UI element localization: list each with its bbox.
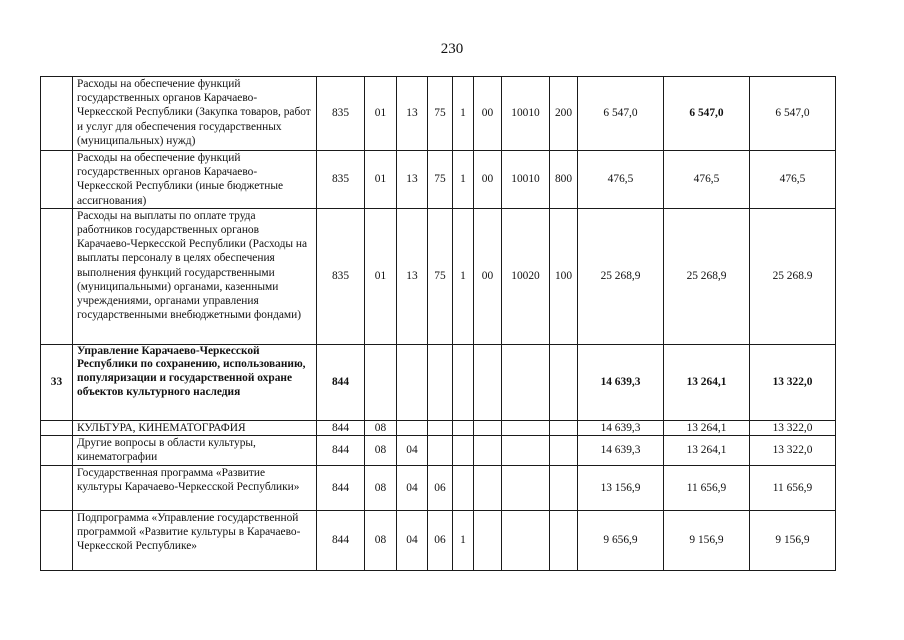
subsection-code: 13 — [397, 151, 428, 209]
grbs-code: 835 — [317, 77, 365, 151]
subprogram-code — [453, 466, 474, 511]
row-description: КУЛЬТУРА, КИНЕМАТОГРАФИЯ — [73, 420, 317, 435]
row-number — [41, 77, 73, 151]
sum-year-3: 11 656,9 — [750, 466, 836, 511]
main-event-code: 00 — [474, 151, 502, 209]
sum-year-2: 6 547,0 — [664, 77, 750, 151]
page-number: 230 — [440, 41, 464, 57]
grbs-code: 835 — [317, 208, 365, 344]
section-code — [365, 344, 397, 420]
sum-year-3: 6 547,0 — [750, 77, 836, 151]
expense-type-code — [550, 436, 578, 466]
section-code: 08 — [365, 420, 397, 435]
row-description: Расходы на обеспечение функций государственных органов Карачаево-Черкесской Республики (иные бюджетные ассигнования) — [73, 151, 317, 209]
sum-year-1: 476,5 — [578, 151, 664, 209]
sum-year-1: 25 268,9 — [578, 208, 664, 344]
row-number — [41, 511, 73, 571]
subprogram-code: 1 — [453, 77, 474, 151]
table-row — [41, 511, 836, 571]
sum-year-2: 13 264,1 — [664, 436, 750, 466]
sum-year-3: 13 322,0 — [750, 344, 836, 420]
grbs-code: 844 — [317, 420, 365, 435]
row-description: Государственная программа «Развитие культуры Карачаево-Черкесской Республики» — [73, 466, 317, 511]
expense-type-code — [550, 511, 578, 571]
main-event-code — [474, 466, 502, 511]
table-row — [41, 436, 836, 466]
row-number — [41, 466, 73, 511]
direction-code — [502, 420, 550, 435]
expense-type-code: 100 — [550, 208, 578, 344]
program-code: 75 — [428, 151, 453, 209]
program-code — [428, 420, 453, 435]
subsection-code: 04 — [397, 436, 428, 466]
row-number — [41, 208, 73, 344]
subsection-code: 13 — [397, 208, 428, 344]
main-event-code — [474, 344, 502, 420]
sum-year-2: 476,5 — [664, 151, 750, 209]
program-code: 06 — [428, 511, 453, 571]
grbs-code: 844 — [317, 436, 365, 466]
table-row — [41, 151, 836, 209]
table-row — [41, 466, 836, 511]
subprogram-code — [453, 344, 474, 420]
program-code: 75 — [428, 77, 453, 151]
grbs-code: 835 — [317, 151, 365, 209]
main-event-code: 00 — [474, 77, 502, 151]
subprogram-code: 1 — [453, 208, 474, 344]
grbs-code: 844 — [317, 344, 365, 420]
direction-code — [502, 511, 550, 571]
subprogram-code — [453, 436, 474, 466]
subsection-code: 04 — [397, 511, 428, 571]
sum-year-3: 25 268.9 — [750, 208, 836, 344]
main-event-code — [474, 436, 502, 466]
subprogram-code: 1 — [453, 151, 474, 209]
direction-code — [502, 344, 550, 420]
section-code: 01 — [365, 208, 397, 344]
direction-code — [502, 466, 550, 511]
sum-year-1: 14 639,3 — [578, 436, 664, 466]
row-number — [41, 436, 73, 466]
row-number — [41, 420, 73, 435]
direction-code — [502, 436, 550, 466]
main-event-code: 00 — [474, 208, 502, 344]
sum-year-2: 11 656,9 — [664, 466, 750, 511]
subsection-code: 13 — [397, 77, 428, 151]
row-description: Другие вопросы в области культуры, кинематографии — [73, 436, 317, 466]
table-row — [41, 420, 836, 435]
sum-year-1: 14 639,3 — [578, 420, 664, 435]
subsection-code: 04 — [397, 466, 428, 511]
sum-year-2: 25 268,9 — [664, 208, 750, 344]
row-number — [41, 151, 73, 209]
subsection-code — [397, 344, 428, 420]
program-code — [428, 344, 453, 420]
table-row — [41, 77, 836, 151]
subsection-code — [397, 420, 428, 435]
section-code: 08 — [365, 436, 397, 466]
sum-year-3: 9 156,9 — [750, 511, 836, 571]
section-code: 08 — [365, 466, 397, 511]
subprogram-code — [453, 420, 474, 435]
direction-code: 10010 — [502, 151, 550, 209]
expense-type-code — [550, 344, 578, 420]
sum-year-3: 13 322,0 — [750, 420, 836, 435]
direction-code: 10010 — [502, 77, 550, 151]
section-code: 08 — [365, 511, 397, 571]
program-code — [428, 436, 453, 466]
sum-year-1: 14 639,3 — [578, 344, 664, 420]
sum-year-1: 9 656,9 — [578, 511, 664, 571]
subprogram-code: 1 — [453, 511, 474, 571]
section-code: 01 — [365, 151, 397, 209]
sum-year-2: 9 156,9 — [664, 511, 750, 571]
section-code: 01 — [365, 77, 397, 151]
program-code: 75 — [428, 208, 453, 344]
expense-type-code — [550, 420, 578, 435]
row-description: Управление Карачаево-Черкесской Республики по сохранению, использованию, популяризации и государственной охране объектов культурного наследия — [73, 344, 317, 420]
table-row — [41, 208, 836, 344]
program-code: 06 — [428, 466, 453, 511]
sum-year-3: 476,5 — [750, 151, 836, 209]
grbs-code: 844 — [317, 466, 365, 511]
main-event-code — [474, 511, 502, 571]
sum-year-2: 13 264,1 — [664, 344, 750, 420]
main-event-code — [474, 420, 502, 435]
sum-year-1: 6 547,0 — [578, 77, 664, 151]
expense-type-code: 800 — [550, 151, 578, 209]
budget-table — [40, 76, 836, 571]
row-description: Расходы на обеспечение функций государственных органов Карачаево-Черкесской Республики (Закупка товаров, работ и услуг для обеспечения государственных (муниципальных) нужд) — [73, 77, 317, 151]
expense-type-code — [550, 466, 578, 511]
sum-year-3: 13 322,0 — [750, 436, 836, 466]
row-number: 33 — [41, 344, 73, 420]
grbs-code: 844 — [317, 511, 365, 571]
direction-code: 10020 — [502, 208, 550, 344]
row-description: Подпрограмма «Управление государственной программой «Развитие культуры в Карачаево-Черкесской Республике» — [73, 511, 317, 571]
sum-year-1: 13 156,9 — [578, 466, 664, 511]
sum-year-2: 13 264,1 — [664, 420, 750, 435]
expense-type-code: 200 — [550, 77, 578, 151]
table-row — [41, 344, 836, 420]
row-description: Расходы на выплаты по оплате труда работников государственных органов Карачаево-Черкесской Республики (Расходы на выплаты персоналу в целях обеспечения выполнения функций государственными (муниципальными) органами, казенными учреждениями, органами управления государственными внебюджетными фондами) — [73, 208, 317, 344]
